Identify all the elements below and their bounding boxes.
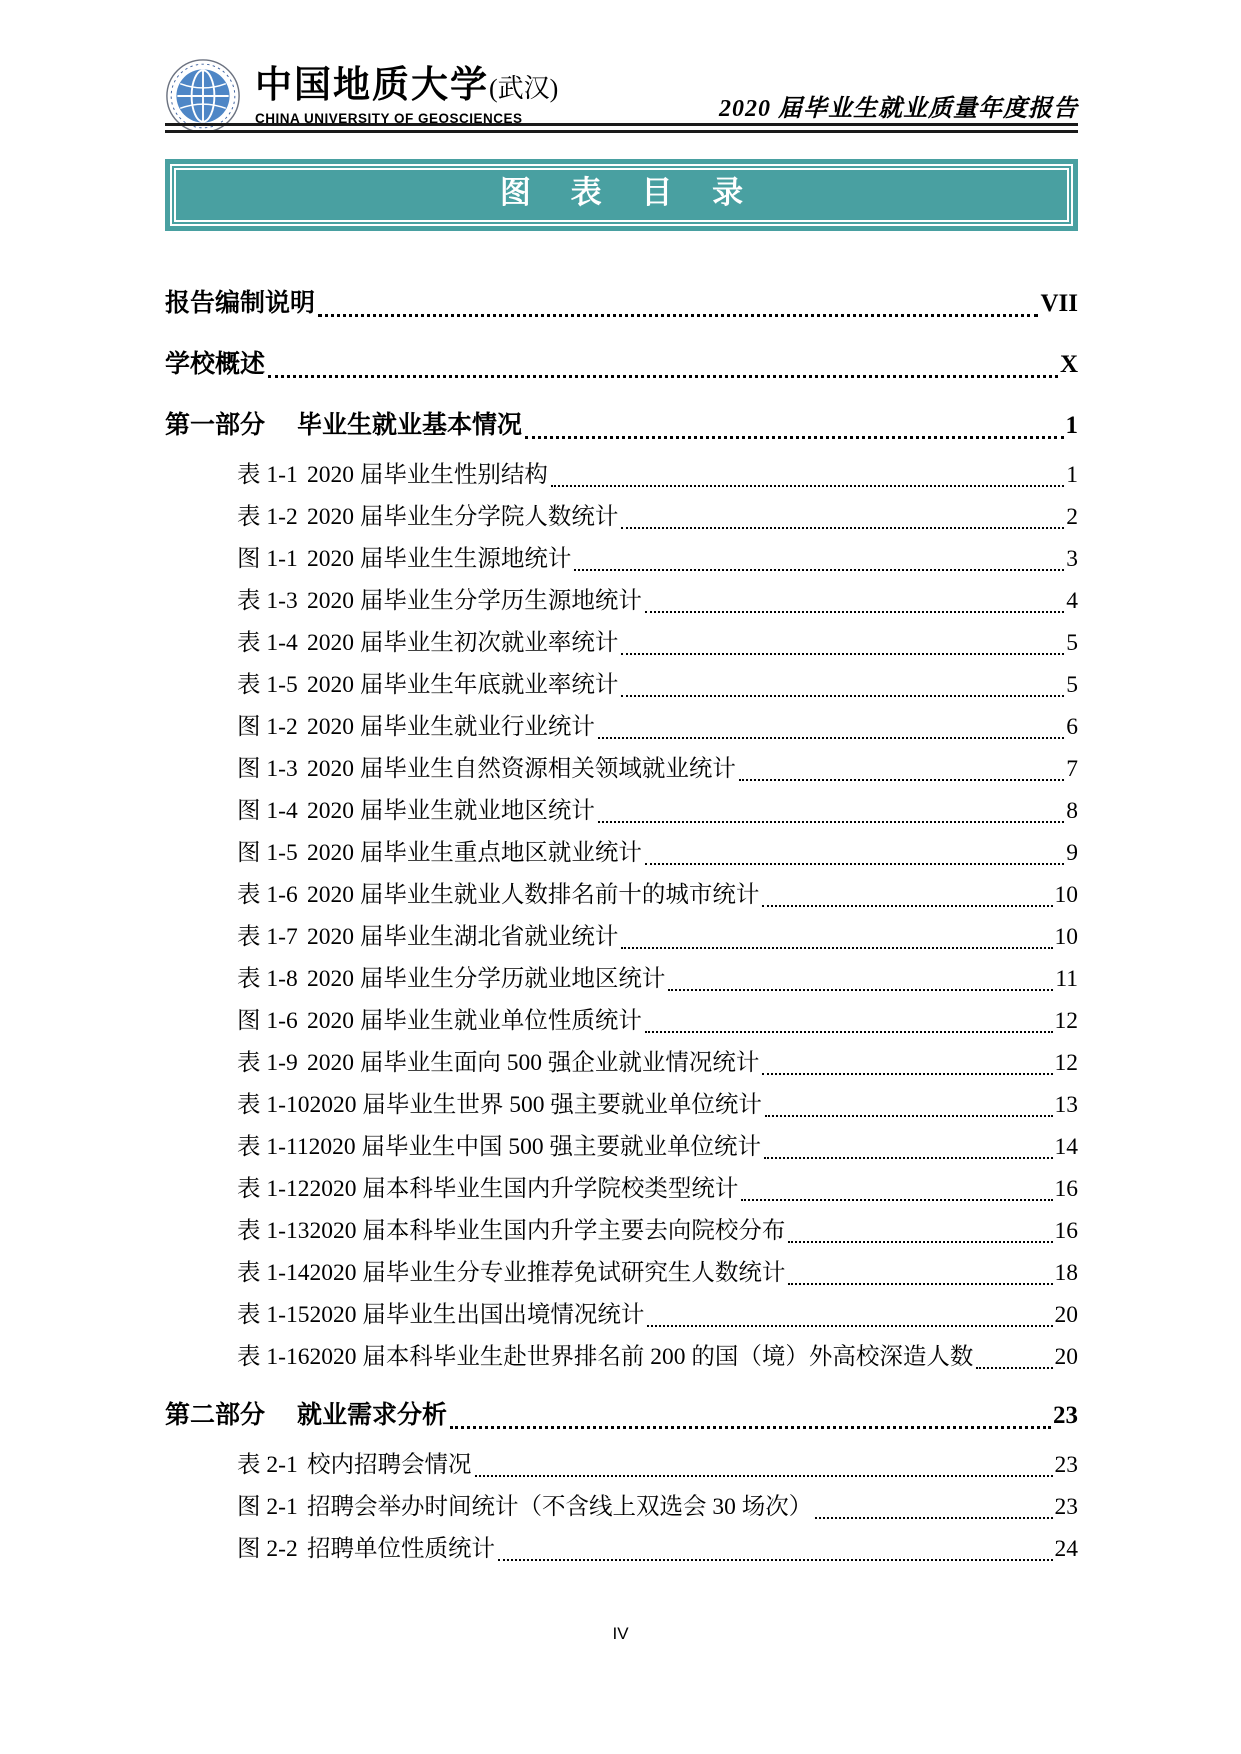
toc-page-number: 8 <box>1066 798 1078 824</box>
toc-entry[interactable] <box>165 1042 1078 1084</box>
toc-entry[interactable] <box>165 832 1078 874</box>
toc-entry[interactable] <box>165 1126 1078 1168</box>
toc-entry-title: 2020 届毕业生年底就业率统计 <box>307 672 619 698</box>
toc-page-number: 1 <box>1065 412 1078 439</box>
toc-page-number: 23 <box>1054 1452 1078 1478</box>
toc-dot-leader <box>621 653 1064 655</box>
toc-entry-title: 2020 届毕业生就业行业统计 <box>307 714 595 740</box>
toc-entry-title: 2020 届毕业生自然资源相关领域就业统计 <box>307 756 736 782</box>
toc-entry[interactable] <box>165 874 1078 916</box>
toc-entry[interactable] <box>165 748 1078 790</box>
toc-entry[interactable] <box>165 1444 1078 1486</box>
toc-entry-title: 2020 届本科毕业生国内升学院校类型统计 <box>309 1176 739 1202</box>
toc-page-number: 5 <box>1066 630 1078 656</box>
toc-entry[interactable] <box>165 916 1078 958</box>
toc-page-number: 23 <box>1053 1402 1078 1429</box>
toc-entry[interactable] <box>165 706 1078 748</box>
toc-entry[interactable] <box>165 958 1078 1000</box>
toc-page-number: 7 <box>1066 756 1078 782</box>
page-footer <box>0 1624 1241 1644</box>
toc-entry-title: 2020 届毕业生世界 500 强主要就业单位统计 <box>309 1092 762 1118</box>
toc-entry-title: 2020 届毕业生分学历就业地区统计 <box>307 966 666 992</box>
toc-entry-title: 校内招聘会情况 <box>307 1452 472 1478</box>
university-campus: (武汉) <box>489 74 559 103</box>
toc-page-number: 12 <box>1054 1008 1078 1034</box>
toc-page-number: 6 <box>1066 714 1078 740</box>
toc-entry-title: 2020 届毕业生生源地统计 <box>307 546 572 572</box>
toc-page-number: VII <box>1040 290 1078 317</box>
toc-entry-label: 表 1-1 <box>237 462 298 488</box>
toc-entry[interactable] <box>165 664 1078 706</box>
toc-entry-label: 表 1-4 <box>237 630 298 656</box>
toc-page-number: 1 <box>1066 462 1078 488</box>
toc-entry-title: 2020 届毕业生出国出境情况统计 <box>309 1302 645 1328</box>
toc-entry-label: 图 2-2 <box>237 1536 298 1562</box>
toc-entry-label: 表 2-1 <box>237 1452 298 1478</box>
toc-entry[interactable] <box>165 1393 1078 1439</box>
toc-dot-leader <box>621 527 1064 529</box>
toc-page-number: 10 <box>1054 882 1078 908</box>
toc-entry-label: 表 1-7 <box>237 924 298 950</box>
toc-banner-inner <box>174 168 1069 222</box>
toc-entry[interactable] <box>165 281 1078 327</box>
toc-dot-leader <box>475 1475 1053 1477</box>
toc-dot-leader <box>498 1559 1053 1561</box>
toc-entry-title: 2020 届毕业生性别结构 <box>307 462 548 488</box>
toc-dot-leader <box>788 1283 1052 1285</box>
toc-dot-leader <box>645 863 1064 865</box>
toc-entry-label: 表 1-2 <box>237 504 298 530</box>
university-name-block <box>255 58 558 126</box>
toc-entry[interactable] <box>165 580 1078 622</box>
toc-entry-label: 表 1-9 <box>237 1050 298 1076</box>
toc-page-number: 2 <box>1066 504 1078 530</box>
toc-entry-label: 表 1-12 <box>237 1176 310 1202</box>
toc-dot-leader <box>621 947 1052 949</box>
toc-entry-title: 2020 届本科毕业生赴世界排名前 200 的国（境）外高校深造人数 <box>309 1344 974 1370</box>
toc-entry-label: 表 1-6 <box>237 882 298 908</box>
toc-entry-title: 就业需求分析 <box>297 1402 448 1429</box>
toc-entry[interactable] <box>165 1528 1078 1570</box>
toc-entry-title: 2020 届毕业生重点地区就业统计 <box>307 840 642 866</box>
toc-list <box>165 281 1078 1570</box>
toc-banner-title: 图 表 目 录 <box>499 175 760 210</box>
toc-page-number: 11 <box>1055 966 1078 992</box>
toc-entry-title: 2020 届毕业生就业人数排名前十的城市统计 <box>307 882 760 908</box>
toc-entry[interactable] <box>165 1294 1078 1336</box>
toc-entry-label: 表 1-13 <box>237 1218 310 1244</box>
toc-page-number: 10 <box>1054 924 1078 950</box>
toc-dot-leader <box>815 1517 1052 1519</box>
toc-dot-leader <box>574 569 1064 571</box>
toc-entry[interactable] <box>165 622 1078 664</box>
toc-dot-leader <box>762 1073 1052 1075</box>
toc-entry-label: 图 1-4 <box>237 798 298 824</box>
toc-entry-label: 表 1-14 <box>237 1260 310 1286</box>
toc-dot-leader <box>976 1367 1052 1369</box>
toc-entry-label: 图 1-6 <box>237 1008 298 1034</box>
toc-dot-leader <box>647 1325 1052 1327</box>
toc-entry-label: 表 1-11 <box>237 1134 309 1160</box>
toc-entry-title: 2020 届毕业生初次就业率统计 <box>307 630 619 656</box>
toc-page-number: X <box>1059 351 1078 378</box>
toc-page-number: 20 <box>1054 1344 1078 1370</box>
toc-dot-leader <box>268 375 1058 378</box>
toc-dot-leader <box>318 314 1038 317</box>
toc-page-number: 5 <box>1066 672 1078 698</box>
toc-entry-label: 图 2-1 <box>237 1494 298 1520</box>
university-name-en: CHINA UNIVERSITY OF GEOSCIENCES <box>255 111 523 126</box>
toc-dot-leader <box>525 436 1063 439</box>
toc-page-number: 4 <box>1066 588 1078 614</box>
toc-entry-label: 表 1-5 <box>237 672 298 698</box>
toc-entry-title: 2020 届毕业生分专业推荐免试研究生人数统计 <box>309 1260 786 1286</box>
toc-dot-leader <box>788 1241 1052 1243</box>
toc-page-number: 24 <box>1054 1536 1078 1562</box>
toc-entry-label: 表 1-15 <box>237 1302 310 1328</box>
toc-dot-leader <box>762 905 1052 907</box>
toc-entry-title: 学校概述 <box>165 351 266 378</box>
toc-page-number: 18 <box>1054 1260 1078 1286</box>
toc-dot-leader <box>598 821 1064 823</box>
toc-entry[interactable] <box>165 1252 1078 1294</box>
toc-entry[interactable] <box>165 538 1078 580</box>
toc-dot-leader <box>645 611 1064 613</box>
toc-entry-title: 2020 届毕业生分学院人数统计 <box>307 504 619 530</box>
toc-dot-leader <box>764 1157 1053 1159</box>
toc-page-number: 13 <box>1054 1092 1078 1118</box>
toc-entry-label: 表 1-8 <box>237 966 298 992</box>
toc-entry-label: 表 1-3 <box>237 588 298 614</box>
toc-dot-leader <box>450 1426 1051 1429</box>
toc-entry-label: 表 1-16 <box>237 1344 310 1370</box>
toc-entry-title: 2020 届毕业生湖北省就业统计 <box>307 924 619 950</box>
toc-dot-leader <box>765 1115 1053 1117</box>
footer-page-number: IV <box>612 1624 629 1643</box>
toc-entry-title: 2020 届毕业生就业地区统计 <box>307 798 595 824</box>
toc-page-number: 14 <box>1054 1134 1078 1160</box>
toc-page-number: 16 <box>1054 1176 1078 1202</box>
university-name-zh: 中国地质大学(武汉) <box>255 65 559 106</box>
toc-entry-label: 图 1-3 <box>237 756 298 782</box>
toc-entry[interactable] <box>165 454 1078 496</box>
toc-entry-label: 表 1-10 <box>237 1092 310 1118</box>
toc-entry[interactable] <box>165 1168 1078 1210</box>
toc-entry[interactable] <box>165 342 1078 388</box>
toc-entry-title: 2020 届本科毕业生国内升学主要去向院校分布 <box>309 1218 786 1244</box>
toc-page-number: 9 <box>1066 840 1078 866</box>
toc-dot-leader <box>741 1199 1052 1201</box>
toc-dot-leader <box>598 737 1064 739</box>
toc-entry[interactable] <box>165 1000 1078 1042</box>
report-title: 2020 届毕业生就业质量年度报告 <box>719 96 1078 122</box>
toc-entry-label: 第一部分 <box>165 412 266 439</box>
toc-entry[interactable] <box>165 790 1078 832</box>
toc-page-number: 3 <box>1066 546 1078 572</box>
toc-banner-frame <box>170 164 1073 226</box>
toc-entry[interactable] <box>165 1084 1078 1126</box>
toc-dot-leader <box>621 695 1064 697</box>
toc-entry-title: 报告编制说明 <box>165 290 316 317</box>
toc-entry[interactable] <box>165 403 1078 449</box>
toc-banner <box>165 159 1078 231</box>
toc-dot-leader <box>739 779 1064 781</box>
toc-entry-title: 2020 届毕业生面向 500 强企业就业情况统计 <box>307 1050 760 1076</box>
toc-page-number: 16 <box>1054 1218 1078 1244</box>
toc-dot-leader <box>668 989 1053 991</box>
toc-entry-title: 毕业生就业基本情况 <box>297 412 523 439</box>
toc-page-number: 20 <box>1054 1302 1078 1328</box>
page-header <box>165 0 1078 133</box>
toc-entry-title: 招聘会举办时间统计（不含线上双选会 30 场次） <box>307 1494 813 1520</box>
toc-entry-label: 第二部分 <box>165 1402 266 1429</box>
toc-entry-label: 图 1-2 <box>237 714 298 740</box>
toc-dot-leader <box>645 1031 1053 1033</box>
toc-entry[interactable] <box>165 1486 1078 1528</box>
toc-entry-label: 图 1-5 <box>237 840 298 866</box>
toc-entry-title: 招聘单位性质统计 <box>307 1536 495 1562</box>
toc-dot-leader <box>551 485 1064 487</box>
header-divider <box>165 123 1078 133</box>
toc-entry[interactable] <box>165 1210 1078 1252</box>
toc-entry[interactable] <box>165 496 1078 538</box>
toc-entry-label: 图 1-1 <box>237 546 298 572</box>
toc-entry-title: 2020 届毕业生就业单位性质统计 <box>307 1008 642 1034</box>
toc-page-number: 12 <box>1054 1050 1078 1076</box>
toc-entry-title: 2020 届毕业生分学历生源地统计 <box>307 588 642 614</box>
toc-entry[interactable] <box>165 1336 1078 1378</box>
toc-page-number: 23 <box>1054 1494 1078 1520</box>
toc-entry-title: 2020 届毕业生中国 500 强主要就业单位统计 <box>308 1134 761 1160</box>
